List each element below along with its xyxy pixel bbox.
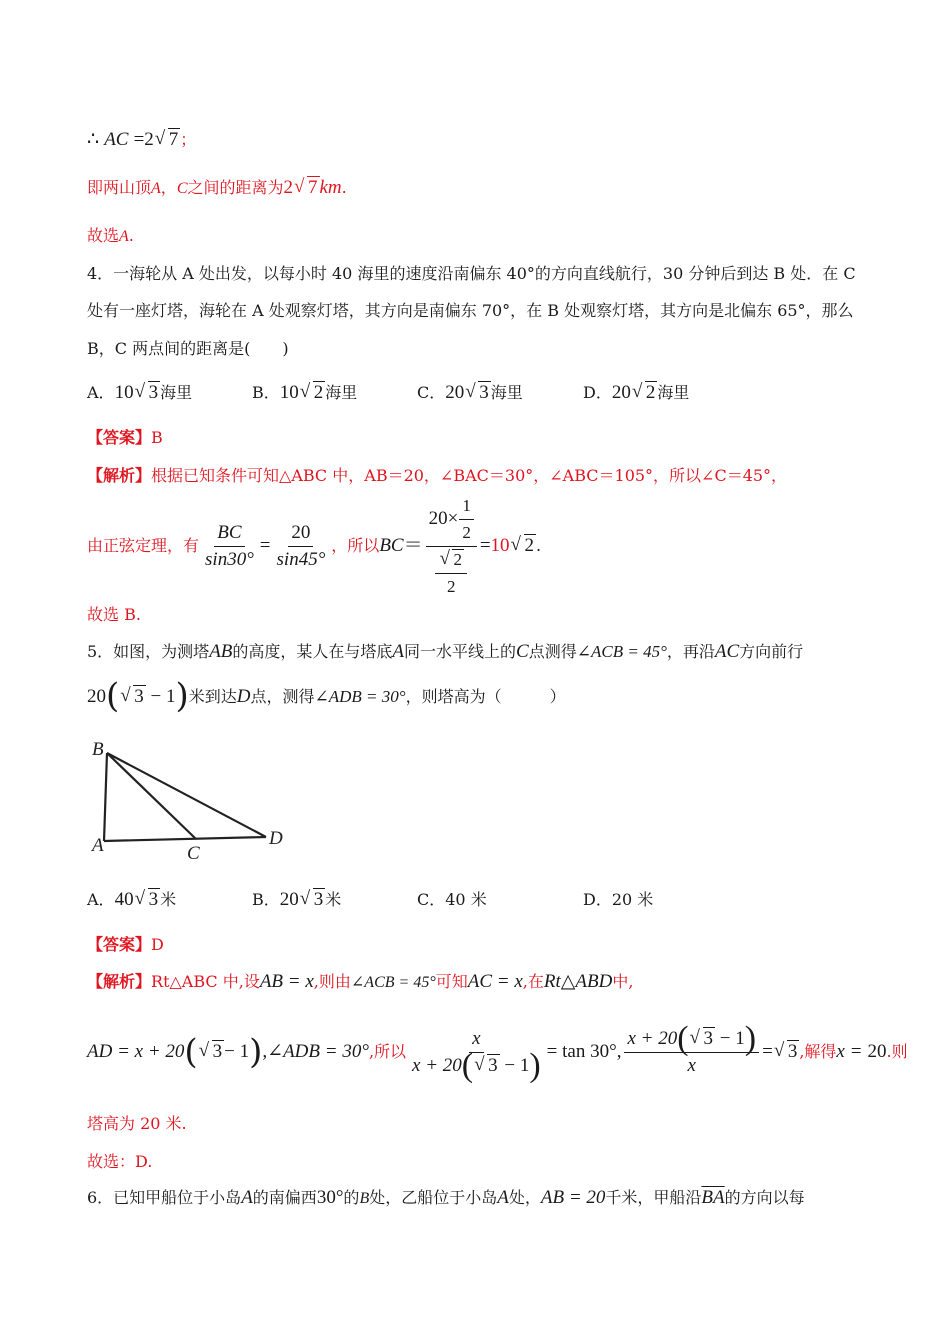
q5-analysis-equation: AD = x + 20 ( √ 3 − 1 ) ,∠ADB = 30° ,所以 $\frac{x}{x + 20( √ 3 - 1)}$ = tan 30°, $\frac{x + 20( √ 3 - 1)}{x}$ = √ 3 ,解得 x = 20 .则: [87, 1014, 908, 1090]
q4-stem-line3: B，C 两点间的距离是( ): [87, 339, 289, 358]
q4-answer: 【答案】B: [87, 428, 163, 447]
tower-figure: [86, 735, 296, 865]
q4-stem-line2: 处有一座灯塔，海轮在 A 处观察灯塔，其方向是南偏东 70°，在 B 处观察灯塔，其方向是北偏东 65°，那么: [87, 301, 854, 320]
q5-option-c[interactable]: C．40 米: [417, 890, 487, 909]
prev-distance-line: 即两山顶A，C之间的距离为2 √ 7 km.: [87, 177, 347, 200]
prev-result-line: ∴ AC =2 √ 7 ；: [87, 129, 196, 151]
fraction: $\frac{BC}{\sin 30^\circ}$: [205, 521, 254, 570]
q4-stem-line1: 4．一海轮从 A 处出发，以每小时 40 海里的速度沿南偏东 40°的方向直线航行，30 分钟后到达 B 处．在 C: [87, 264, 856, 283]
q5-option-d[interactable]: D．20 米: [583, 890, 654, 909]
segment-bd: [107, 753, 266, 837]
q4-option-c[interactable]: C．20 √ 3 海里: [417, 382, 523, 404]
sqrt: √ 7: [155, 129, 181, 151]
fraction: $\frac{x + 20( √ 3 - 1)}{x}$: [624, 1028, 759, 1077]
q5-option-b[interactable]: B．20 √ 3 米: [252, 889, 341, 911]
prev-choose-line: 故选A.: [87, 226, 134, 245]
label-b: B: [92, 739, 104, 760]
q5-choose: 故选：D.: [87, 1152, 153, 1171]
q5-stem-line2: 20( √ 3 − 1)米到达D点，测得∠ADB = 30°，则塔高为（ ）: [87, 686, 566, 708]
sqrt: √ 7: [294, 177, 320, 199]
label-a: A: [92, 835, 104, 856]
segment-bc: [107, 753, 196, 839]
q4-choose: 故选 B.: [87, 605, 141, 624]
q4-analysis-line1: 【解析】根据已知条件可知△ABC 中，AB＝20，∠BAC＝30°，∠ABC＝105°，所以∠C＝45°，: [87, 466, 788, 485]
label-d: D: [269, 828, 283, 849]
q4-sine-law-equation: 由正弦定理，有 $\frac{BC}{\sin 30^\circ}$ = $\frac{20}{\sin 45^\circ}$ ，所以 BC ＝ 20× $\frac{1}{2}$ √ $\frac{2}{2}$ = 10 √ 2 .: [87, 500, 541, 592]
compound-fraction: 20× $\frac{1}{2}$ √ $\frac{2}{2}$: [426, 495, 477, 598]
vector-ba: $\overline{BA}$: [701, 1187, 725, 1208]
q5-analysis-line1: 【解析】Rt△ABC 中,设AB = x,则由∠ACB = 45°可知AC = x,在Rt△ABD中,: [87, 971, 634, 992]
q5-stem-line1: 5．如图，为测塔AB的高度，某人在与塔底A同一水平线上的C点测得∠ACB = 45°，再沿AC方向前行: [87, 641, 804, 662]
q6-stem-line1: 6．已知甲船位于小岛A的南偏西30°的B处，乙船位于小岛A处，AB = 20千米，甲船沿$\overline{BA}$的方向以每: [87, 1187, 805, 1208]
q4-option-d[interactable]: D．20 √ 2 海里: [583, 382, 689, 404]
q5-option-a[interactable]: A．40 √ 3 米: [87, 889, 176, 911]
label-c: C: [187, 843, 200, 864]
q4-option-b[interactable]: B．10 √ 2 海里: [252, 382, 357, 404]
segment-ad: [104, 837, 266, 841]
segment-ab: [104, 753, 107, 841]
fraction: $\frac{20}{\sin 45^\circ}$: [276, 521, 326, 570]
q5-analysis-line3: 塔高为 20 米.: [87, 1114, 187, 1133]
fraction: $\frac{x}{x + 20( √ 3 - 1)}$: [409, 1028, 544, 1077]
q4-option-a[interactable]: A．10 √ 3 海里: [87, 382, 192, 404]
q5-answer: 【答案】D: [87, 935, 164, 954]
